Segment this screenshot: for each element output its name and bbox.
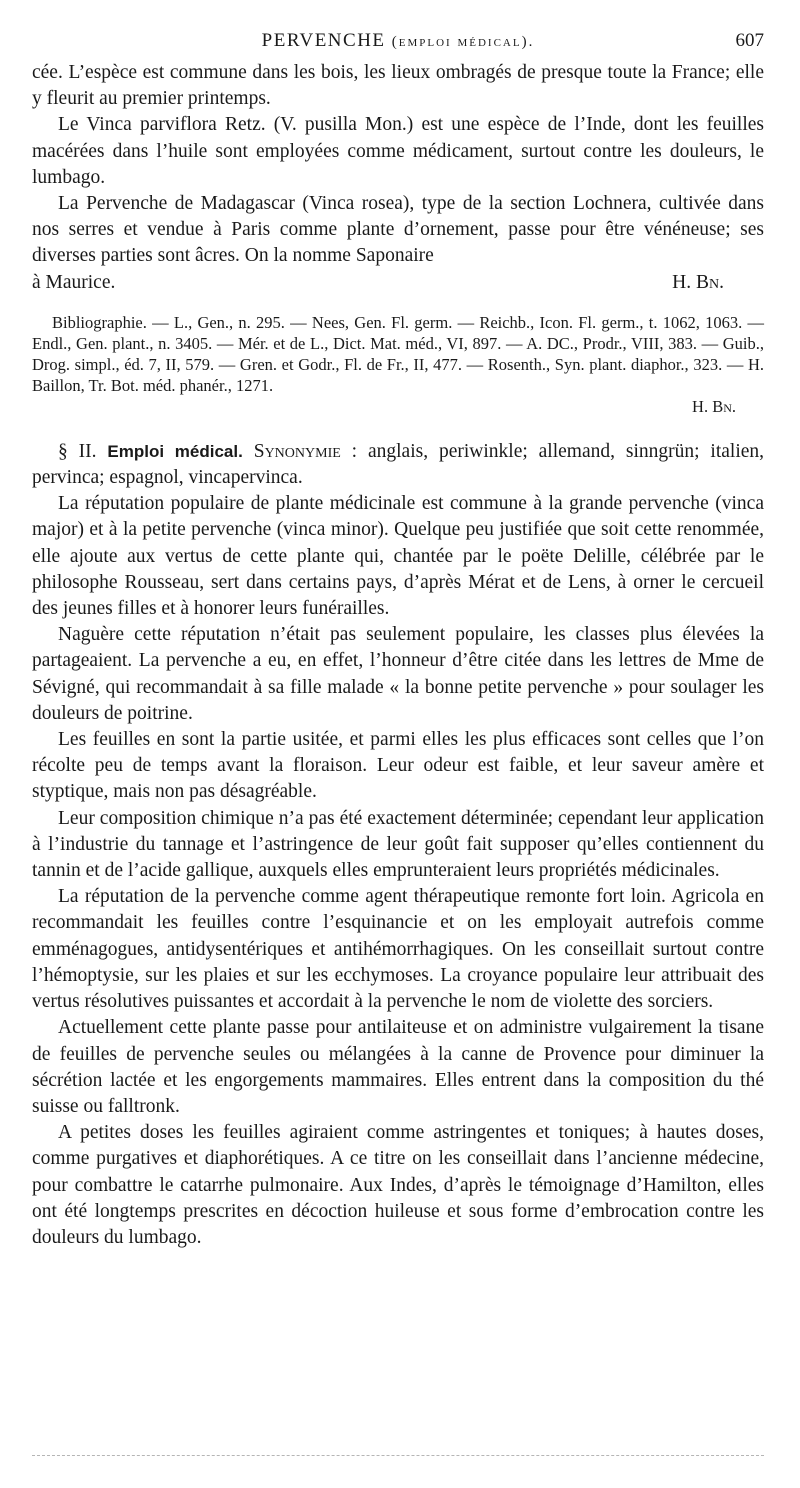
header-title: PERVENCHE [261,30,386,51]
paragraph: cée. L’espèce est commune dans les bois, les lieux ombragés de presque toute la France; elle y fleurit au premier printemps. [32,62,764,110]
page [32,30,764,1251]
section2-text [32,491,764,1251]
paragraph: Actuellement cette plante passe pour antilaiteuse et on administre vulgairement la tisane de feuilles de pervenche seules ou mélangées à la canne de Provence pour diminuer la sécrétion lactée et les engorgements mammaires. Elles entrent dans la composition du thé suisse ou falltronk. [32,1017,764,1117]
section-title: Emploi médical. [107,441,243,461]
paragraph: Naguère cette réputation n’était pas seulement populaire, les classes plus élevées la partageaient. La pervenche a eu, en effet, l’honneur d’être citée dans les lettres de Mme de Sévigné, qui recommandait à sa fille malade « la bonne petite pervenche » pour soulager les douleurs de poitrine. [32,624,764,724]
section-number: § II. [58,440,97,462]
paragraph: A petites doses les feuilles agiraient comme astringentes et toniques; à hautes doses, comme purgatives et diaphorétiques. A ce titre on les conseillait dans l’ancienne médecine, pour combattre le catarrhe pulmonaire. Aux Indes, d’après le témoignage d’Hamilton, elles ont été longtemps prescrites en décoction huileuse et sous forme d’embrocation contre les douleurs du lumbago. [32,1122,764,1248]
author-signature: H. Bn. [672,271,724,293]
page-number: 607 [735,30,764,51]
paragraph-tail: à Maurice. [32,271,116,293]
paragraph: La Pervenche de Madagascar (Vinca rosea), type de la section Lochnera, cultivée dans nos serres et vendue à Paris comme plante d’ornement, passe pour être vénéneuse; ses diverses parties sont âcres. On la nomme Saponaire [32,193,764,267]
running-head [32,30,764,60]
signature-line [32,270,764,296]
paragraph: Les feuilles en sont la partie usitée, et parmi elles les plus efficaces sont celles que l’on récolte peu de temps avant la floraison. Leur odeur est faible, et leur saveur amère et styptique, mais non pas désagréable. [32,729,764,803]
section-emploi-medical [32,439,764,1251]
section-heading [32,439,764,491]
paragraph: Le Vinca parviflora Retz. (V. pusilla Mon.) est une espèce de l’Inde, dont les feuilles macérées dans l’huile sont employées comme médicament, surtout contre les douleurs, le lumbago. [32,114,764,188]
paragraph: La réputation de la pervenche comme agent thérapeutique remonte fort loin. Agricola en recommandait les feuilles contre l’esquinancie et on les employait autrefois comme emménagogues, antidysentériques et antihémorrhagiques. On les conseillait surtout contre l’hémoptysie, sur les plaies et sur les ecchymoses. La croyance populaire leur attribuait des vertus résolutives puissantes et accordait à la pervenche le nom de violette des sorciers. [32,886,764,1013]
footer-rule [32,1455,764,1456]
paragraph: La réputation populaire de plante médicinale est commune à la grande pervenche (vinca major) et à la petite pervenche (vinca minor). Quelque peu justifiée que soit cette renommée, elle ajoute aux vertus de cette plante qui, chantée par le poëte Delille, célébrée par le philosophe Rousseau, sert dans certains pays, d’après Mérat et de Lens, à orner le cercueil des jeunes filles et à honorer leurs funérailles. [32,493,764,620]
synonymie-text: : anglais, periwinkle; allemand, sinngrün; italien, pervinca; espagnol, vincapervinca. [32,440,765,489]
bibliography: Bibliographie. — L., Gen., n. 295. — Nees, Gen. Fl. germ. — Reichb., Icon. Fl. germ., t. 1062, 1063. — Endl., Gen. plant., n. 3405. — Mér. et de L., Dict. Mat. méd., VI, 897. — A. DC., Prodr., VIII, 383. — Guib., Drog. simpl., éd. 7, II, 579. — Gren. et Godr., Fl. de Fr., II, 477. — Rosenth., Syn. plant. diaphor., 323. — H. Baillon, Tr. Bot. méd. phanér., 1271. [32,312,764,395]
paragraph: Leur composition chimique n’a pas été exactement déterminée; cependant leur application à l’industrie du tannage et l’astringence de leur goût fait supposer qu’elles contiennent du tannin et de l’acide gallique, auxquels elles emprunteraient leurs propriétés médicinales. [32,807,764,882]
synonymie-label: Synonymie [253,440,341,462]
part1-text [32,60,764,296]
header-subtitle: (emploi médical). [391,34,535,50]
bibliography-signature: H. Bn. [692,396,736,416]
